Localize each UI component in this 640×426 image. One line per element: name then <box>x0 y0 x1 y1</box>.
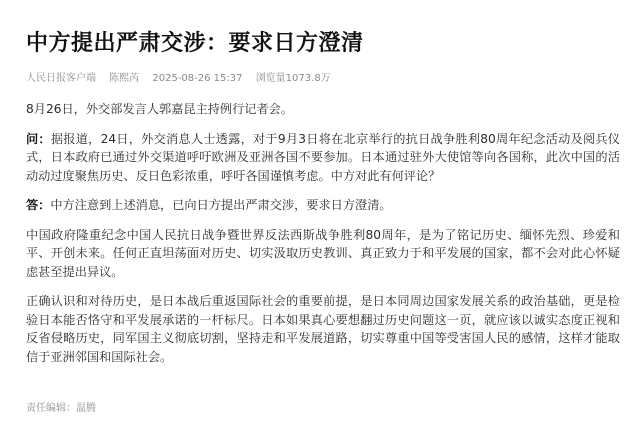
question-text: 据报道，24日，外交消息人士透露，对于9月3日将在北京举行的抗日战争胜利80周年纪念活动及阅兵仪式，日本政府已通过外交渠道呼吁欧洲及亚洲各国不要参加。日本通过驻外大使馆等向各国称，此次中国的活动动过度聚焦历史、反日色彩浓重，呼吁各国谨慎考虑。中方对此有何评论？ <box>26 131 620 183</box>
article-title: 中方提出严肃交涉：要求日方澄清 <box>26 31 364 56</box>
article-body <box>26 100 620 366</box>
paragraph <box>26 100 620 119</box>
paragraph-text: 正确认识和对待历史，是日本战后重返国际社会的重要前提，是日本同周边国家发展关系的政治基础，更是检验日本能否恪守和平发展承诺的一杆标尺。日本如果真心要想翻过历史问题这一页，就应该以诚实态度正视和反省侵略历史，同军国主义彻底切割，坚持走和平发展道路，切实尊重中国等受害国人民的感情，这样才能取信于亚洲邻国和国际社会。 <box>26 294 620 364</box>
article-source[interactable]: 人民日报客户端 <box>26 73 96 84</box>
article-author: 陈熙芮 <box>109 73 140 84</box>
answer-text: 中方注意到上述消息，已向日方提出严肃交涉，要求日方澄清。 <box>50 198 392 212</box>
paragraph-text: 8月26日，外交部发言人郭嘉昆主持例行记者会。 <box>26 102 294 116</box>
paragraph-text: 中国政府隆重纪念中国人民抗日战争暨世界反法西斯战争胜利80周年，是为了铭记历史、缅怀先烈、珍爱和平、开创未来。任何正直坦荡面对历史、切实汲取历史教训、真正致力于和平发展的国家，都不会对此心怀疑虑甚至提出异议。 <box>26 227 620 279</box>
article-editor: 责任编辑：温腾 <box>26 403 96 414</box>
paragraph-question <box>26 130 620 186</box>
paragraph-answer <box>26 196 620 215</box>
article-meta <box>26 72 618 86</box>
answer-label: 答： <box>26 198 51 212</box>
article-datetime: 2025-08-26 15:37 <box>152 73 243 84</box>
paragraph <box>26 226 620 282</box>
question-label: 问： <box>26 131 51 146</box>
paragraph <box>26 292 620 366</box>
article-views: 浏览量1073.8万 <box>255 73 331 84</box>
